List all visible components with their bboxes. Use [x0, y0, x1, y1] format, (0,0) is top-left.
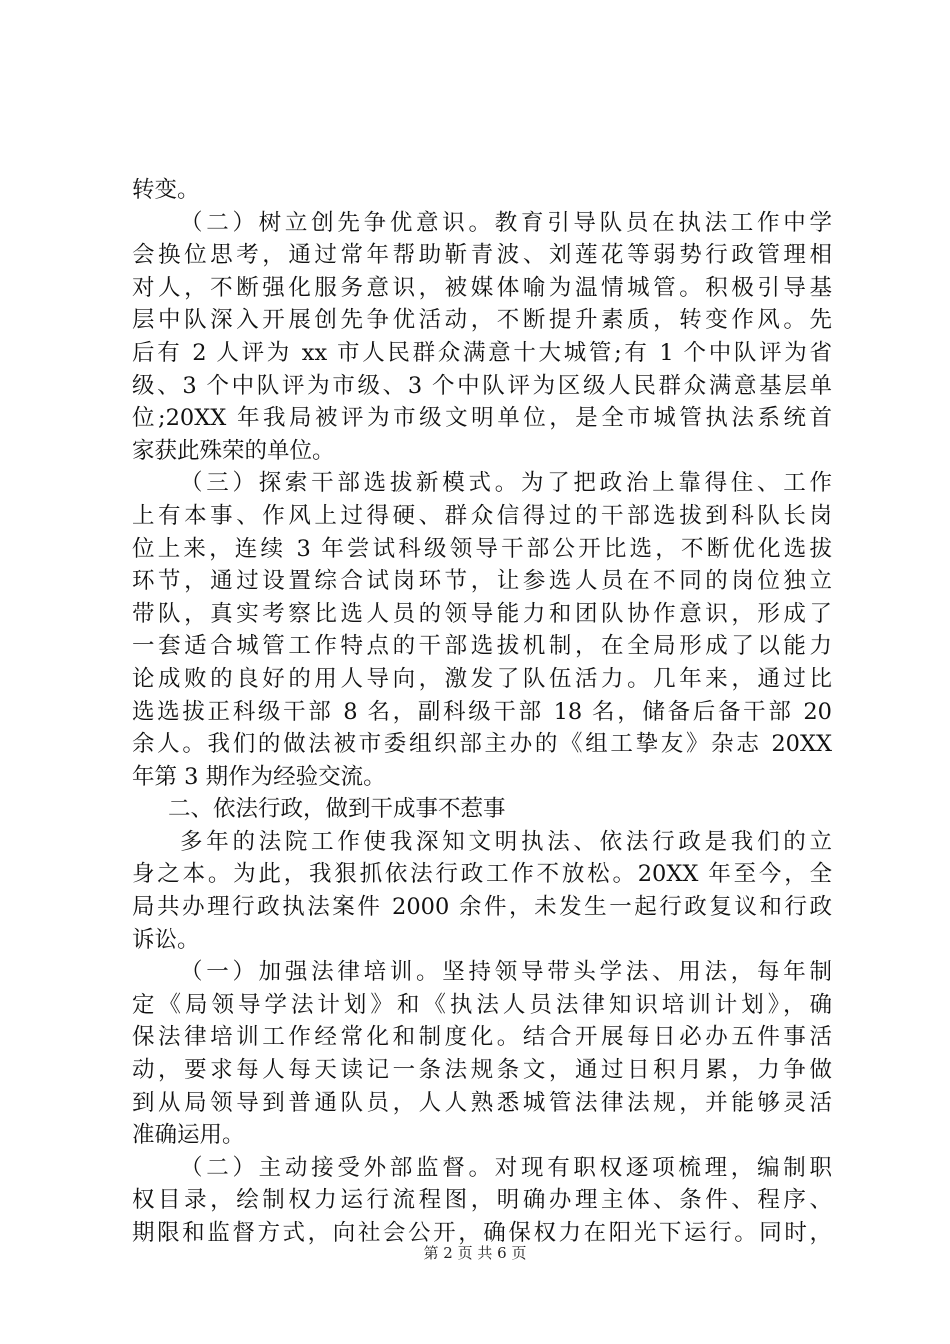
text-line: （一）加强法律培训。坚持领导带头学法、用法，每年制 [180, 959, 832, 986]
text-line: 会换位思考，通过常年帮助靳青波、刘莲花等弱势行政管理相 [132, 242, 832, 269]
document-body [132, 174, 832, 1250]
text-line: 位上来，连续 3 年尝试科级领导干部公开比选，不断优化选拔 [132, 535, 832, 562]
text-line: 后有 2 人评为 xx 市人民群众满意十大城管;有 1 个中队评为省 [132, 339, 832, 366]
text-line: （二）树立创先争优意识。教育引导队员在执法工作中学 [180, 209, 832, 236]
text-line: 一套适合城管工作特点的干部选拔机制，在全局形成了以能力 [132, 633, 832, 660]
text-line: （二）主动接受外部监督。对现有职权逐项梳理，编制职 [180, 1154, 832, 1181]
text-line: 定《局领导学法计划》和《执法人员法律知识培训计划》，确 [132, 991, 832, 1018]
text-line: 层中队深入开展创先争优活动，不断提升素质，转变作风。先 [132, 307, 832, 334]
text-line: 到从局领导到普通队员，人人熟悉城管法律法规，并能够灵活 [132, 1089, 832, 1116]
text-line: 选选拔正科级干部 8 名，副科级干部 18 名，储备后备干部 20 [132, 698, 832, 725]
text-line: 二、依法行政，做到干成事不惹事 [168, 796, 506, 823]
text-line: 年第 3 期作为经验交流。 [132, 763, 386, 790]
text-line: 期限和监督方式，向社会公开，确保权力在阳光下运行。同时， [132, 1220, 832, 1246]
text-line: 带队，真实考察比选人员的领导能力和团队协作意识，形成了 [132, 600, 832, 627]
text-line: 环节，通过设置综合试岗环节，让参选人员在不同的岗位独立 [132, 568, 832, 595]
text-line: 转变。 [132, 177, 200, 203]
text-line: 上有本事、作风上过得硬、群众信得过的干部选拔到科队长岗 [132, 502, 832, 529]
text-line: 多年的法院工作使我深知文明执法、依法行政是我们的立 [180, 828, 832, 855]
text-line: 对人，不断强化服务意识，被媒体喻为温情城管。积极引导基 [132, 274, 832, 301]
text-line: 级、3 个中队评为市级、3 个中队评为区级人民群众满意基层单 [132, 372, 832, 399]
text-line: 准确运用。 [132, 1122, 245, 1149]
text-line: 诉讼。 [132, 926, 200, 953]
text-line: 保法律培训工作经常化和制度化。结合开展每日必办五件事活 [132, 1024, 832, 1051]
text-line: 身之本。为此，我狠抓依法行政工作不放松。20XX 年至今，全 [132, 861, 832, 888]
text-line: 家获此殊荣的单位。 [132, 437, 335, 464]
text-line: 论成败的良好的用人导向，激发了队伍活力。几年来，通过比 [132, 665, 832, 692]
text-line: 位;20XX 年我局被评为市级文明单位，是全市城管执法系统首 [132, 405, 832, 432]
text-line: 局共办理行政执法案件 2000 余件，未发生一起行政复议和行政 [132, 894, 832, 921]
text-line: 权目录，绘制权力运行流程图，明确办理主体、条件、程序、 [132, 1187, 832, 1214]
text-line: 动，要求每人每天读记一条法规条文，通过日积月累，力争做 [132, 1057, 832, 1084]
text-line: （三）探索干部选拔新模式。为了把政治上靠得住、工作 [180, 470, 832, 497]
text-line: 余人。我们的做法被市委组织部主办的《组工挚友》杂志 20XX [132, 731, 832, 758]
page-number-footer: 第 2 页 共 6 页 [423, 1244, 527, 1262]
